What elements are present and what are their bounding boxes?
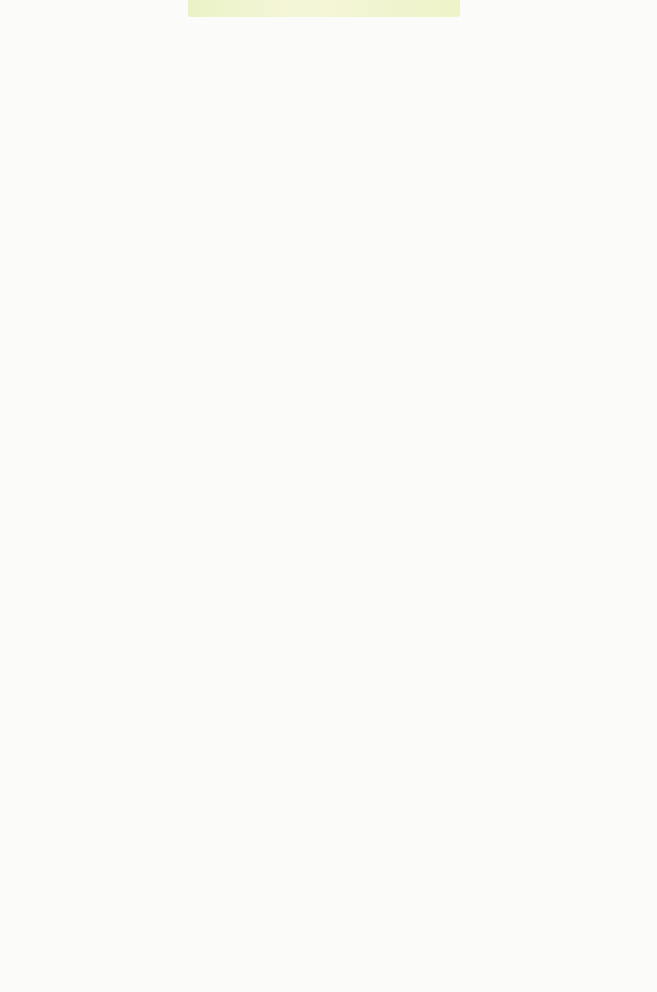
header-band: [188, 0, 460, 17]
